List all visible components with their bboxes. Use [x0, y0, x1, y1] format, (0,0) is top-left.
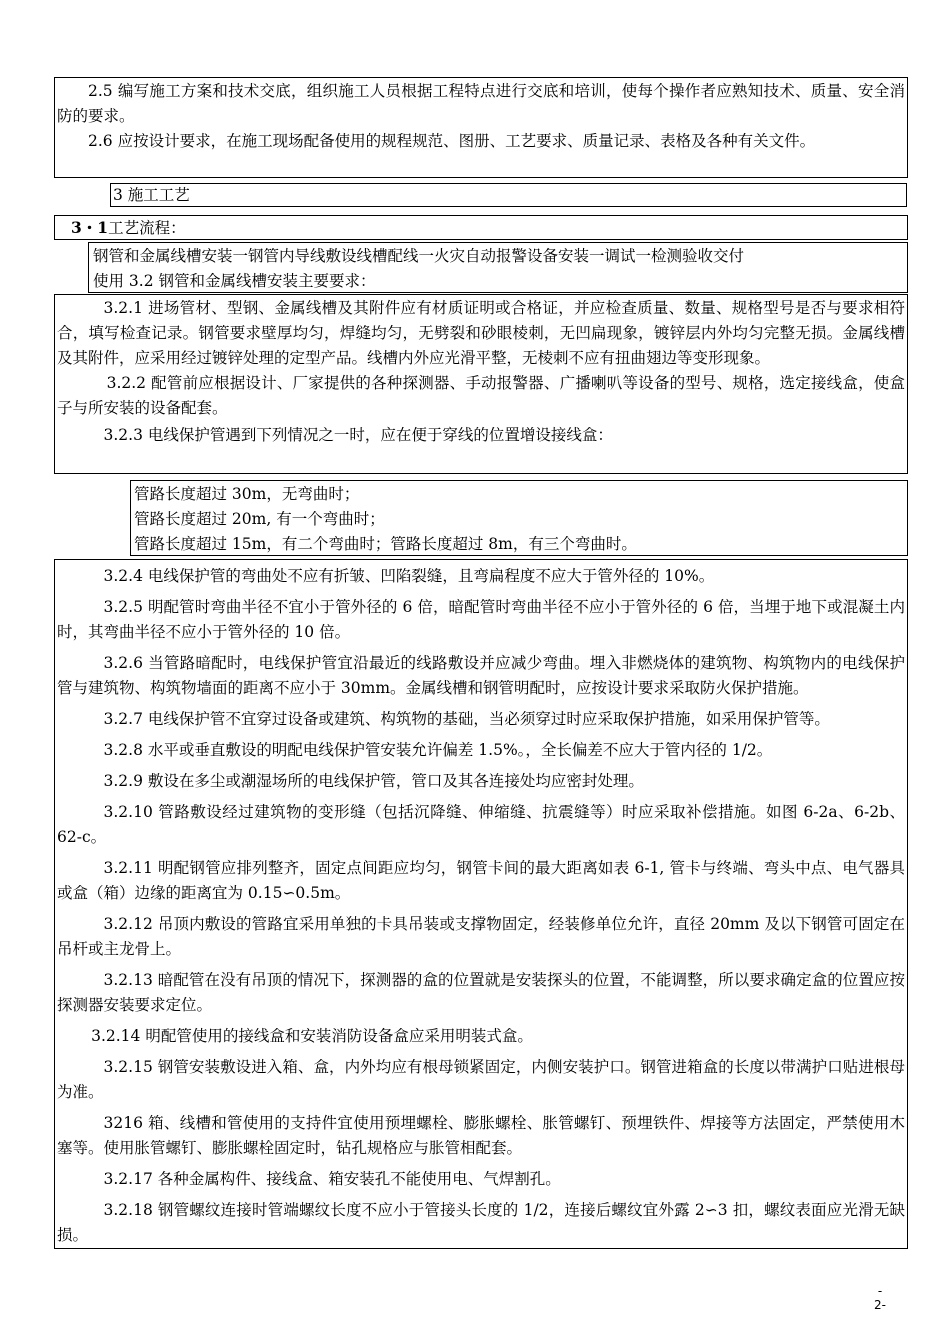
paragraph-3-2-12: 3.2.12 吊顶内敷设的管路宜采用单独的卡具吊装或支撑物固定，经装修单位允许，直径 20mm 及以下钢管可固定在吊杆或主龙骨上。	[57, 915, 905, 958]
condition-item: 管路长度超过 20m, 有一个弯曲时；	[134, 510, 385, 528]
process-flow-line: 钢管和金属线槽安装一钢管内导线敷设线槽配线一火灾自动报警设备安装一调试一检测验收交付	[93, 247, 745, 265]
paragraph-3-2-9: 3.2.9 敷设在多尘或潮湿场所的电线保护管，管口及其各连接处均应密封处理。	[103, 772, 644, 790]
section-3-1-box	[54, 215, 908, 240]
paragraph-3-2-16: 3216 箱、线槽和管使用的支持件宜使用预埋螺栓、膨胀螺栓、胀管螺钉、预埋铁件、焊接等方法固定，严禁使用木塞等。使用胀管螺钉、膨胀螺栓固定时，钻孔规格应与胀管相配套。	[57, 1114, 905, 1157]
section-3-title-box	[110, 183, 907, 207]
conditions-box	[130, 480, 908, 556]
page-number	[874, 1284, 886, 1312]
paragraph-3-2-3: 3.2.3 电线保护管遇到下列情况之一时，应在便于穿线的位置增设接线盒：	[103, 426, 613, 444]
condition-item: 管路长度超过 30m，无弯曲时；	[134, 485, 360, 503]
requirements-box-1	[54, 294, 908, 474]
paragraph-2-6: 2.6 应按设计要求，在施工现场配备使用的规程规范、图册、工艺要求、质量记录、表格及各种有关文件。	[88, 132, 816, 150]
paragraph-3-2-8: 3.2.8 水平或垂直敷设的明配电线保护管安装允许偏差 1.5%。，全长偏差不应大于管内径的 1/2。	[103, 741, 773, 759]
section-3-title: 3 施工工艺	[113, 186, 190, 204]
requirements-box-2	[54, 559, 908, 1249]
paragraph-3-2-15: 3.2.15 钢管安装敷设进入箱、盒，内外均应有根母锁紧固定，内侧安装护口。钢管进箱盒的长度以带满护口贴进根母为准。	[57, 1058, 905, 1101]
paragraph-3-2-17: 3.2.17 各种金属构件、接线盒、箱安装孔不能使用电、气焊割孔。	[103, 1170, 561, 1188]
paragraph-3-2-5: 3.2.5 明配管时弯曲半径不宜小于管外径的 6 倍，暗配管时弯曲半径不应小于管外径的 6 倍，当埋于地下或混凝土内时，其弯曲半径不应小于管外径的 10 倍。	[57, 598, 905, 641]
section-2-box	[54, 77, 908, 178]
paragraph-3-2-2: 3.2.2 配管前应根据设计、厂家提供的各种探测器、手动报警器、广播喇叭等设备的型号、规格，选定接线盒，使盒子与所安装的设备配套。	[57, 374, 905, 417]
paragraph-3-2-4: 3.2.4 电线保护管的弯曲处不应有折皱、凹陷裂缝，且弯扁程度不应大于管外径的 10%。	[103, 567, 715, 585]
section-3-2-heading: 使用 3.2 钢管和金属线槽安装主要要求：	[93, 272, 376, 290]
process-flow-box	[88, 242, 908, 293]
paragraph-3-2-7: 3.2.7 电线保护管不宜穿过设备或建筑、构筑物的基础，当必须穿过时应采取保护措施，如采用保护管等。	[103, 710, 830, 728]
page-number-dash: -	[877, 1284, 883, 1298]
page-number-value: 2-	[874, 1298, 886, 1312]
paragraph-3-2-6: 3.2.6 当管路暗配时，电线保护管宜沿最近的线路敷设并应减少弯曲。埋入非燃烧体的建筑物、构筑物内的电线保护管与建筑物、构筑物墙面的距离不应小于 30mm。金属线槽和钢管明配时，应按设计要求采取防火保护措施。	[57, 654, 905, 697]
section-3-1-label: 工艺流程：	[108, 219, 186, 237]
section-3-1-heading	[71, 216, 907, 240]
paragraph-3-2-1: 3.2.1 进场管材、型钢、金属线槽及其附件应有材质证明或合格证，并应检查质量、数量、规格型号是否与要求相符合，填写检查记录。钢管要求壁厚均匀，焊缝均匀，无劈裂和砂眼棱刺，无凹扁现象，镀锌层内外均匀完整无损。金属线槽及其附件，应采用经过镀锌处理的定型产品。线槽内外应光滑平整，无棱刺不应有扭曲翅边等变形现象。	[57, 299, 905, 367]
paragraph-3-2-18: 3.2.18 钢管螺纹连接时管端螺纹长度不应小于管接头长度的 1/2，连接后螺纹宜外露 2∽3 扣，螺纹表面应光滑无缺损。	[57, 1201, 905, 1244]
condition-item: 管路长度超过 15m，有二个弯曲时；管路长度超过 8m，有三个弯曲时。	[134, 535, 637, 553]
paragraph-2-5: 2.5 编写施工方案和技术交底，组织施工人员根据工程特点进行交底和培训，使每个操作者应熟知技术、质量、安全消防的要求。	[57, 82, 905, 125]
paragraph-3-2-13: 3.2.13 暗配管在没有吊顶的情况下，探测器的盒的位置就是安装探头的位置，不能调整，所以要求确定盒的位置应按探测器安装要求定位。	[57, 971, 905, 1014]
paragraph-3-2-14: 3.2.14 明配管使用的接线盒和安装消防设备盒应采用明装式盒。	[91, 1027, 533, 1045]
paragraph-3-2-10: 3.2.10 管路敷设经过建筑物的变形缝（包括沉降缝、伸缩缝、抗震缝等）时应采取补偿措施。如图 6-2a、6-2b、62-c。	[57, 803, 905, 846]
section-3-1-number: 3・1	[71, 218, 109, 237]
paragraph-3-2-11: 3.2.11 明配钢管应排列整齐，固定点间距应均匀，钢管卡间的最大距离如表 6-1, 管卡与终端、弯头中点、电气器具或盒（箱）边缘的距离宜为 0.15∽0.5m。	[57, 859, 905, 902]
